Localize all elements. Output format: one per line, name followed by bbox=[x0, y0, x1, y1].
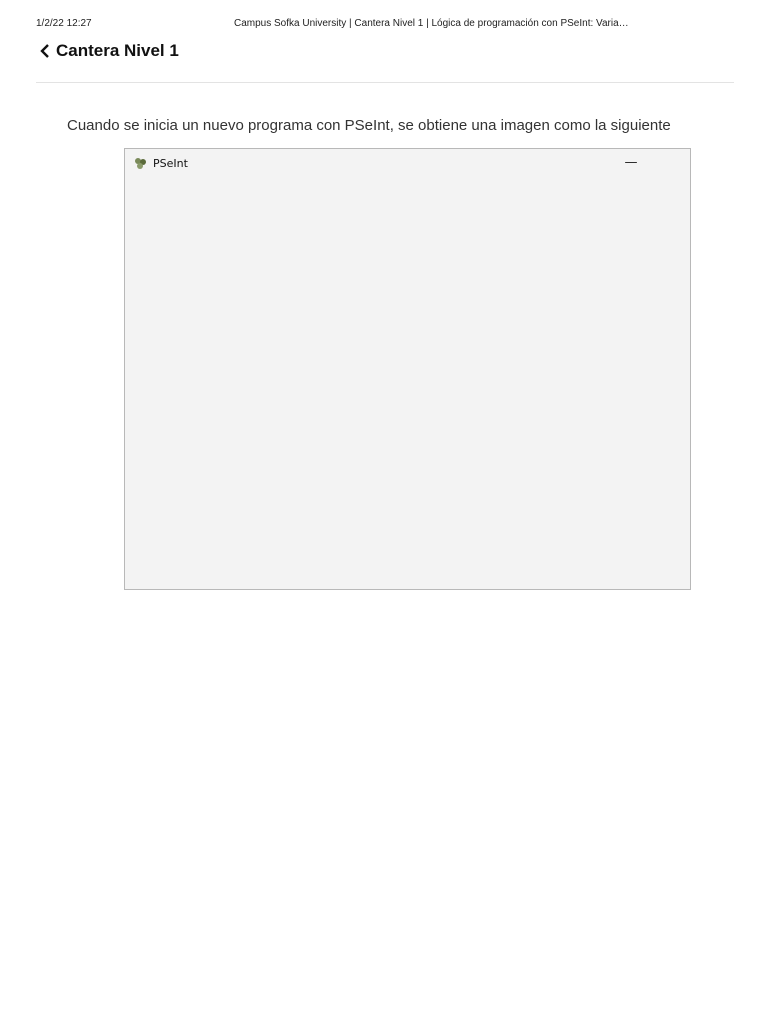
divider bbox=[36, 82, 734, 83]
pseint-window bbox=[124, 148, 691, 590]
print-title: Campus Sofka University | Cantera Nivel 1 | Lógica de programación con PSeInt: Varia… bbox=[234, 18, 629, 29]
window-title: PSeInt bbox=[153, 157, 188, 170]
back-button[interactable] bbox=[40, 41, 179, 61]
title-bar bbox=[125, 149, 690, 177]
minimize-button[interactable]: — bbox=[624, 155, 638, 170]
print-date: 1/2/22 12:27 bbox=[36, 18, 92, 29]
pseint-logo-icon bbox=[134, 157, 147, 170]
chevron-left-icon bbox=[40, 43, 50, 59]
back-label: Cantera Nivel 1 bbox=[56, 41, 179, 60]
intro-text: Cuando se inicia un nuevo programa con PSeInt, se obtiene una imagen como la siguiente bbox=[67, 117, 671, 134]
